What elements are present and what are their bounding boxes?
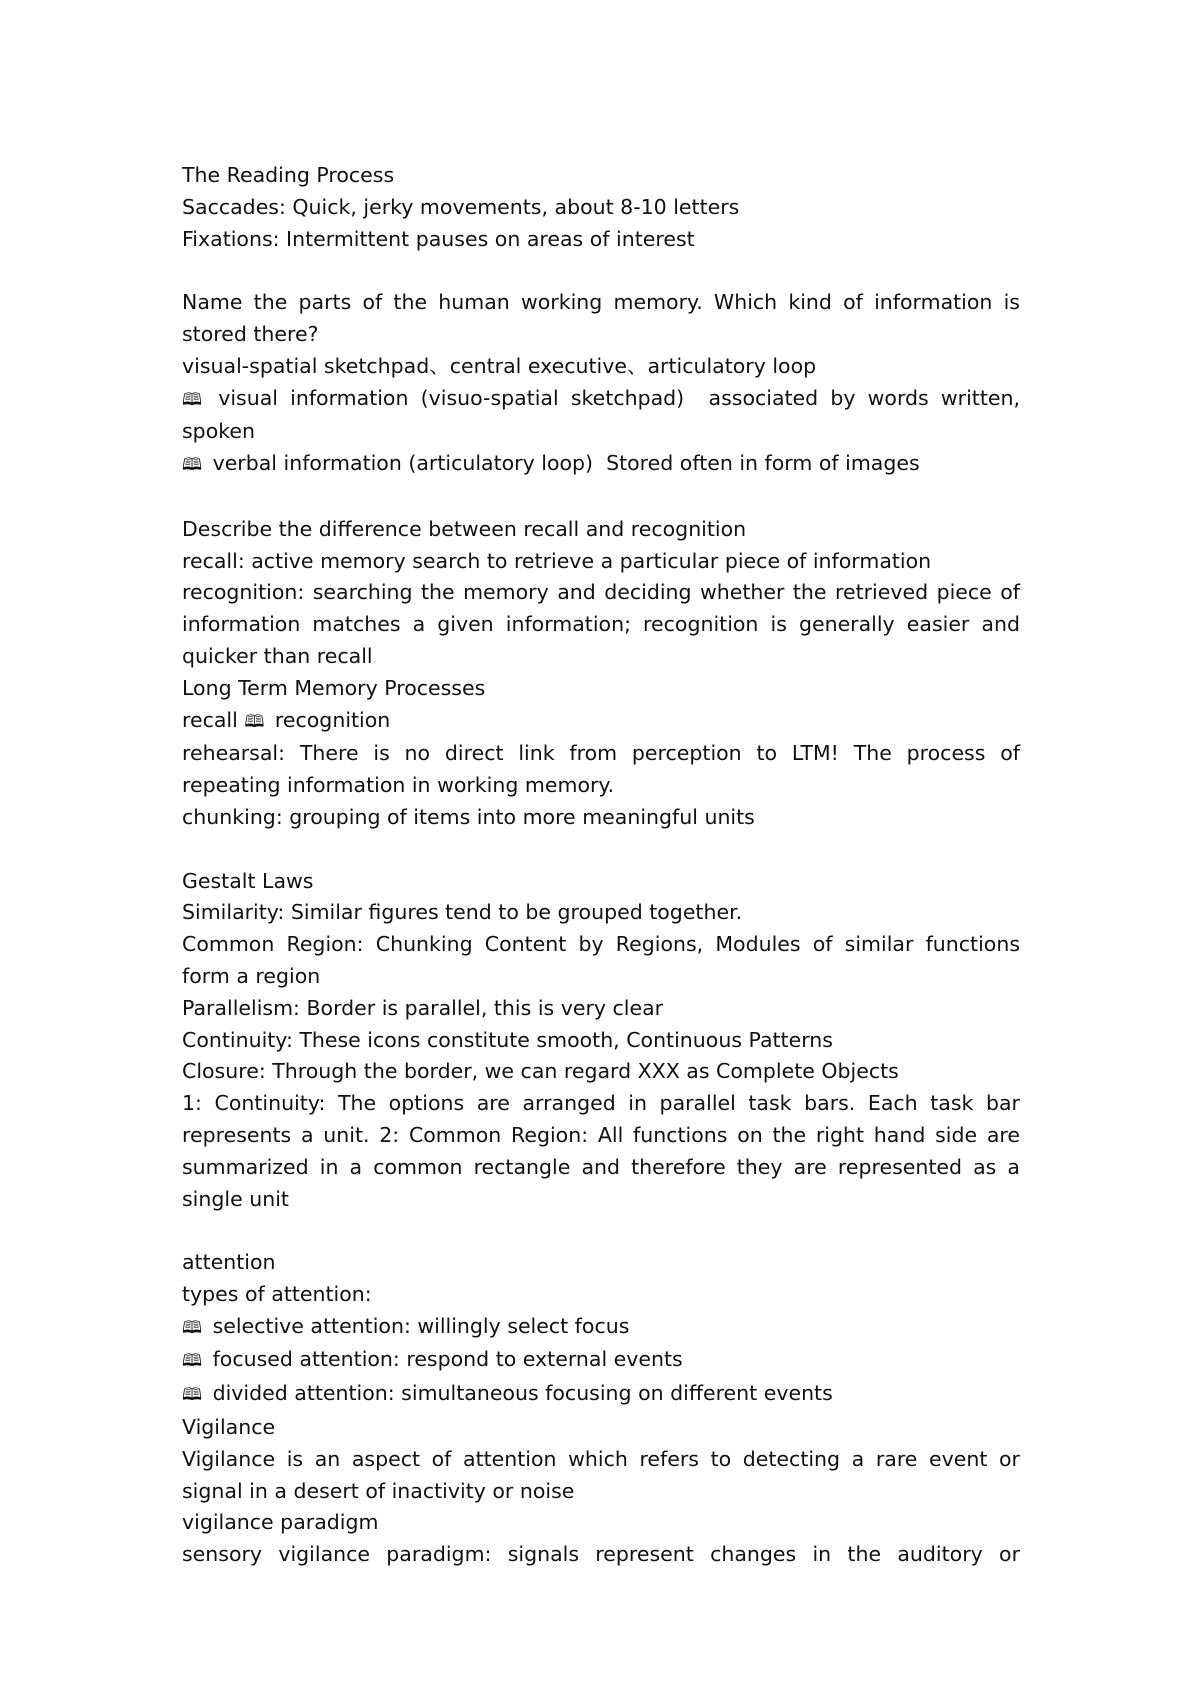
- fixations-line: Fixations: Intermittent pauses on areas of interest: [182, 226, 695, 251]
- book-icon: 🕮: [182, 1385, 203, 1406]
- recall-recognition-line: [182, 705, 1020, 739]
- book-icon: 🕮: [244, 711, 265, 732]
- vigilance-text: Vigilance is an aspect of attention which refers to detecting a rare event or signal in a desert of inactivity or noise: [182, 1446, 1027, 1503]
- attention-title: attention: [182, 1250, 276, 1275]
- recall-question: Describe the difference between recall and recognition: [182, 516, 747, 541]
- gestalt-title: Gestalt Laws: [182, 868, 314, 893]
- blank-line: [182, 834, 1020, 866]
- blank-line: [182, 482, 1020, 514]
- continuity-line: Continuity: These icons constitute smooth, Continuous Patterns: [182, 1027, 833, 1052]
- similarity-line: Similarity: Similar figures tend to be grouped together.: [182, 900, 743, 925]
- focused-attention-text: focused attention: respond to external events: [206, 1347, 683, 1372]
- parallelism-line: Parallelism: Border is parallel, this is very clear: [182, 995, 664, 1020]
- visual-info-item: [182, 383, 1027, 449]
- book-icon: 🕮: [182, 455, 203, 476]
- book-icon: 🕮: [182, 389, 203, 410]
- ltm-heading: Long Term Memory Processes: [182, 675, 486, 700]
- recall-word: recall: [182, 707, 245, 732]
- vigilance-heading: Vigilance: [182, 1415, 276, 1440]
- chunking-line: chunking: grouping of items into more meaningful units: [182, 804, 755, 829]
- recognition-definition: recognition: searching the memory and deciding whether the retrieved piece of information matches a given information; recognition is generally easier and quicker than recall: [182, 580, 1027, 668]
- paradigm-heading: vigilance paradigm: [182, 1510, 379, 1535]
- rehearsal-line: rehearsal: There is no direct link from perception to LTM! The process of repeating information in working memory.: [182, 741, 1027, 798]
- book-icon: 🕮: [182, 1317, 203, 1338]
- recall-definition: recall: active memory search to retrieve a particular piece of information: [182, 548, 932, 573]
- sensory-paradigm-text: sensory vigilance paradigm: signals represent changes in the auditory or: [182, 1542, 1020, 1567]
- verbal-info-text: verbal information (articulatory loop) Stored often in form of images: [206, 451, 920, 476]
- reading-title: The Reading Process: [182, 163, 395, 187]
- verbal-info-item: [182, 448, 1020, 482]
- blank-line: [182, 1215, 1020, 1247]
- recognition-word: recognition: [268, 707, 391, 732]
- document-body: [182, 160, 1027, 1571]
- common-region-line: Common Region: Chunking Content by Regions, Modules of similar functions form a region: [182, 932, 1027, 988]
- book-icon: 🕮: [182, 1351, 203, 1372]
- gestalt-example: 1: Continuity: The options are arranged in parallel task bars. Each task bar represents a unit. 2: Common Region: All functions on the right hand side are summarized in a common rectangle and therefore they are represented as a single unit: [182, 1091, 1027, 1211]
- divided-attention-text: divided attention: simultaneous focusing on different events: [206, 1381, 833, 1406]
- divided-attention-item: [182, 1378, 1020, 1412]
- selective-attention-text: selective attention: willingly select focus: [206, 1313, 630, 1338]
- closure-line: Closure: Through the border, we can regard XXX as Complete Objects: [182, 1059, 899, 1084]
- selective-attention-item: [182, 1311, 1020, 1345]
- focused-attention-item: [182, 1344, 1020, 1378]
- memory-question: Name the parts of the human working memory. Which kind of information is stored there?: [182, 290, 1027, 346]
- visual-info-text: visual information (visuo-spatial sketchpad) associated by words written, spoken: [182, 385, 1027, 444]
- blank-line: [182, 255, 1020, 287]
- saccades-line: Saccades: Quick, jerky movements, about 8-10 letters: [182, 194, 740, 219]
- attention-types-heading: types of attention:: [182, 1281, 372, 1306]
- memory-parts: visual-spatial sketchpad、central executive、articulatory loop: [182, 353, 817, 378]
